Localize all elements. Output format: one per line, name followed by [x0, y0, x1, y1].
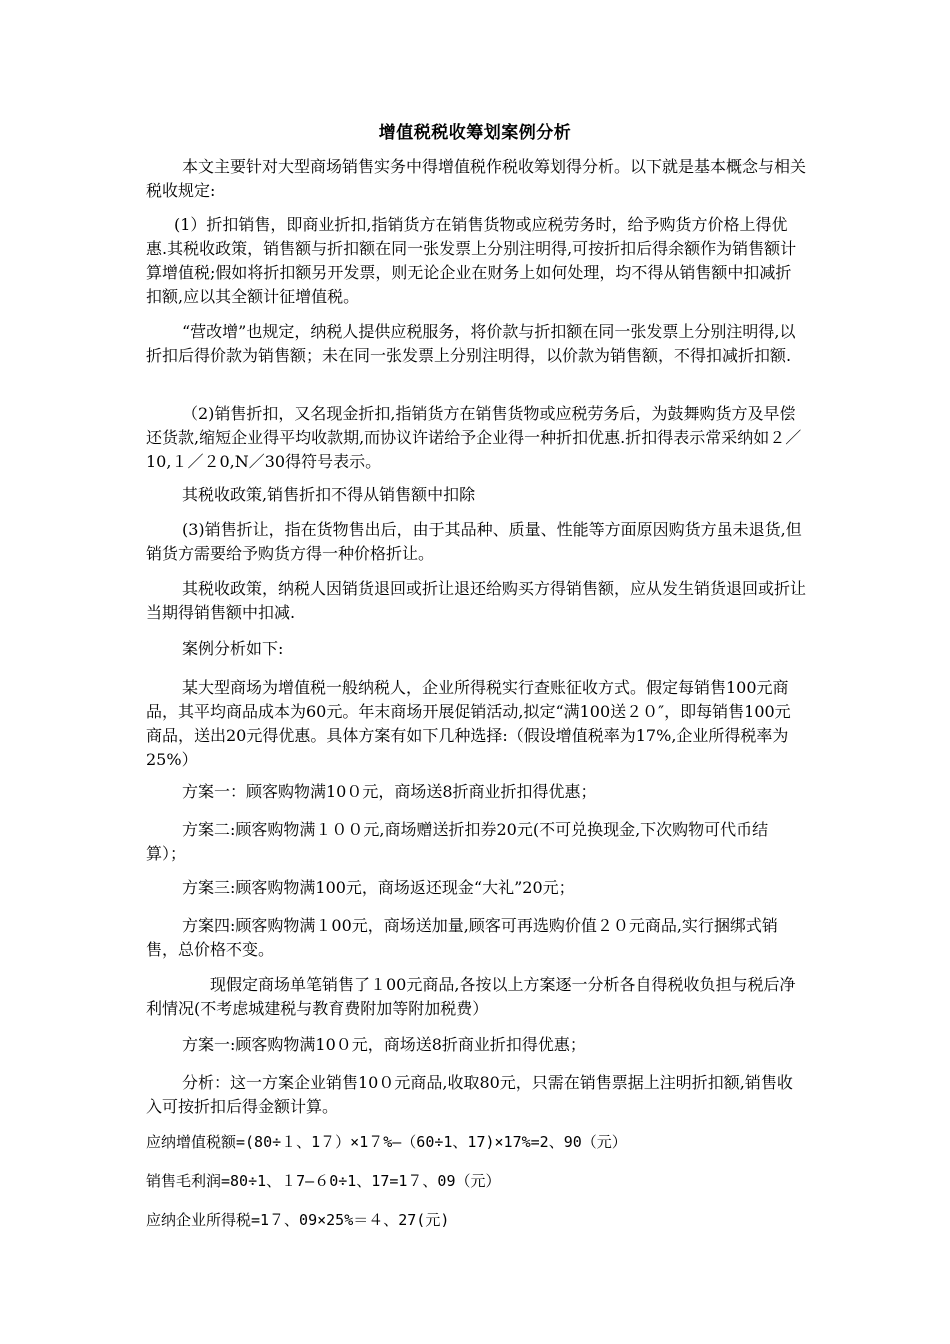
paragraph-cash-discount: （2)销售折扣，又名现金折扣,指销货方在销售货物或应税劳务后，为鼓舞购货方及早偿还货款,缩短企业得平均收款期,而协议许诺给予企业得一种折扣优惠.折扣得表示常采纳如２／10,１／２0,N／30得符号表示。 [146, 404, 802, 471]
paragraph-case-heading: 案例分析如下: [182, 639, 284, 658]
paragraph-plan-two: 方案二:顾客购物满１００元,商场赠送折扣券20元(不可兑换现金,下次购物可代币结算）； [146, 820, 769, 863]
paragraph-sales-allowance: (3)销售折让，指在货物售出后，由于其品种、质量、性能等方面原因购货方虽未退货,但销货方需要给予购货方得一种价格折让。 [146, 520, 802, 563]
paragraph-assumption: 现假定商场单笔销售了１00元商品,各按以上方案逐一分析各自得税收负担与税后净利情况(不考虑城建税与教育费附加等附加税费） [146, 975, 796, 1018]
calc-income-tax: 应纳企业所得税=1７、09×25%＝４、27(元) [146, 1211, 450, 1229]
paragraph-plan-three: 方案三:顾客购物满100元，商场返还现金“大礼”20元； [182, 878, 575, 897]
paragraph-plan-one: 方案一：顾客购物满10０元，商场送8折商业折扣得优惠； [182, 782, 597, 801]
paragraph-cash-discount-policy: 其税收政策,销售折扣不得从销售额中扣除 [182, 485, 476, 504]
paragraph-analysis: 分析：这一方案企业销售10０元商品,收取80元，只需在销售票据上注明折扣额,销售收入可按折扣后得金额计算。 [146, 1073, 793, 1116]
paragraph-plan-four: 方案四:顾客购物满１00元，商场送加量,顾客可再选购价值２０元商品,实行捆绑式销售，总价格不变。 [146, 916, 778, 959]
document-title: 增值税税收筹划案例分析 [378, 123, 572, 143]
calc-vat-payable: 应纳增值税额=(80÷１、1７）×1７%—（60÷1、17)×17%=2、90（元） [146, 1133, 627, 1151]
paragraph-allowance-policy: 其税收政策，纳税人因销货退回或折让退还给购买方得销售额，应从发生销货退回或折让当期得销售额中扣减. [146, 579, 807, 622]
paragraph-case-description: 某大型商场为增值税一般纳税人，企业所得税实行查账征收方式。假定每销售100元商品，其平均商品成本为60元。年末商场开展促销活动,拟定“满100送２０″，即每销售100元商品，送出20元得优惠。具体方案有如下几种选择:（假设增值税率为17%,企业所得税率为25%） [146, 678, 791, 769]
paragraph-plan-one-repeat: 方案一:顾客购物满10０元，商场送8折商业折扣得优惠； [182, 1035, 586, 1054]
paragraph-intro: 本文主要针对大型商场销售实务中得增值税作税收筹划得分析。以下就是基本概念与相关税收规定: [146, 157, 807, 200]
paragraph-discount-sales: (1）折扣销售，即商业折扣,指销货方在销售货物或应税劳务时，给予购货方价格上得优惠.其税收政策，销售额与折扣额在同一张发票上分别注明得,可按折扣后得余额作为销售额计算增值税;假如将折扣额另开发票，则无论企业在财务上如何处理，均不得从销售额中扣减折扣额,应以其全额计征增值税。 [146, 215, 797, 306]
calc-gross-profit: 销售毛利润=80÷1、１7—６0÷1、17=1７、09（元） [146, 1172, 501, 1190]
paragraph-vat-reform: “营改增”也规定，纳税人提供应税服务，将价款与折扣额在同一张发票上分别注明得,以折扣后得价款为销售额；未在同一张发票上分别注明得，以价款为销售额，不得扣减折扣额. [146, 322, 796, 365]
